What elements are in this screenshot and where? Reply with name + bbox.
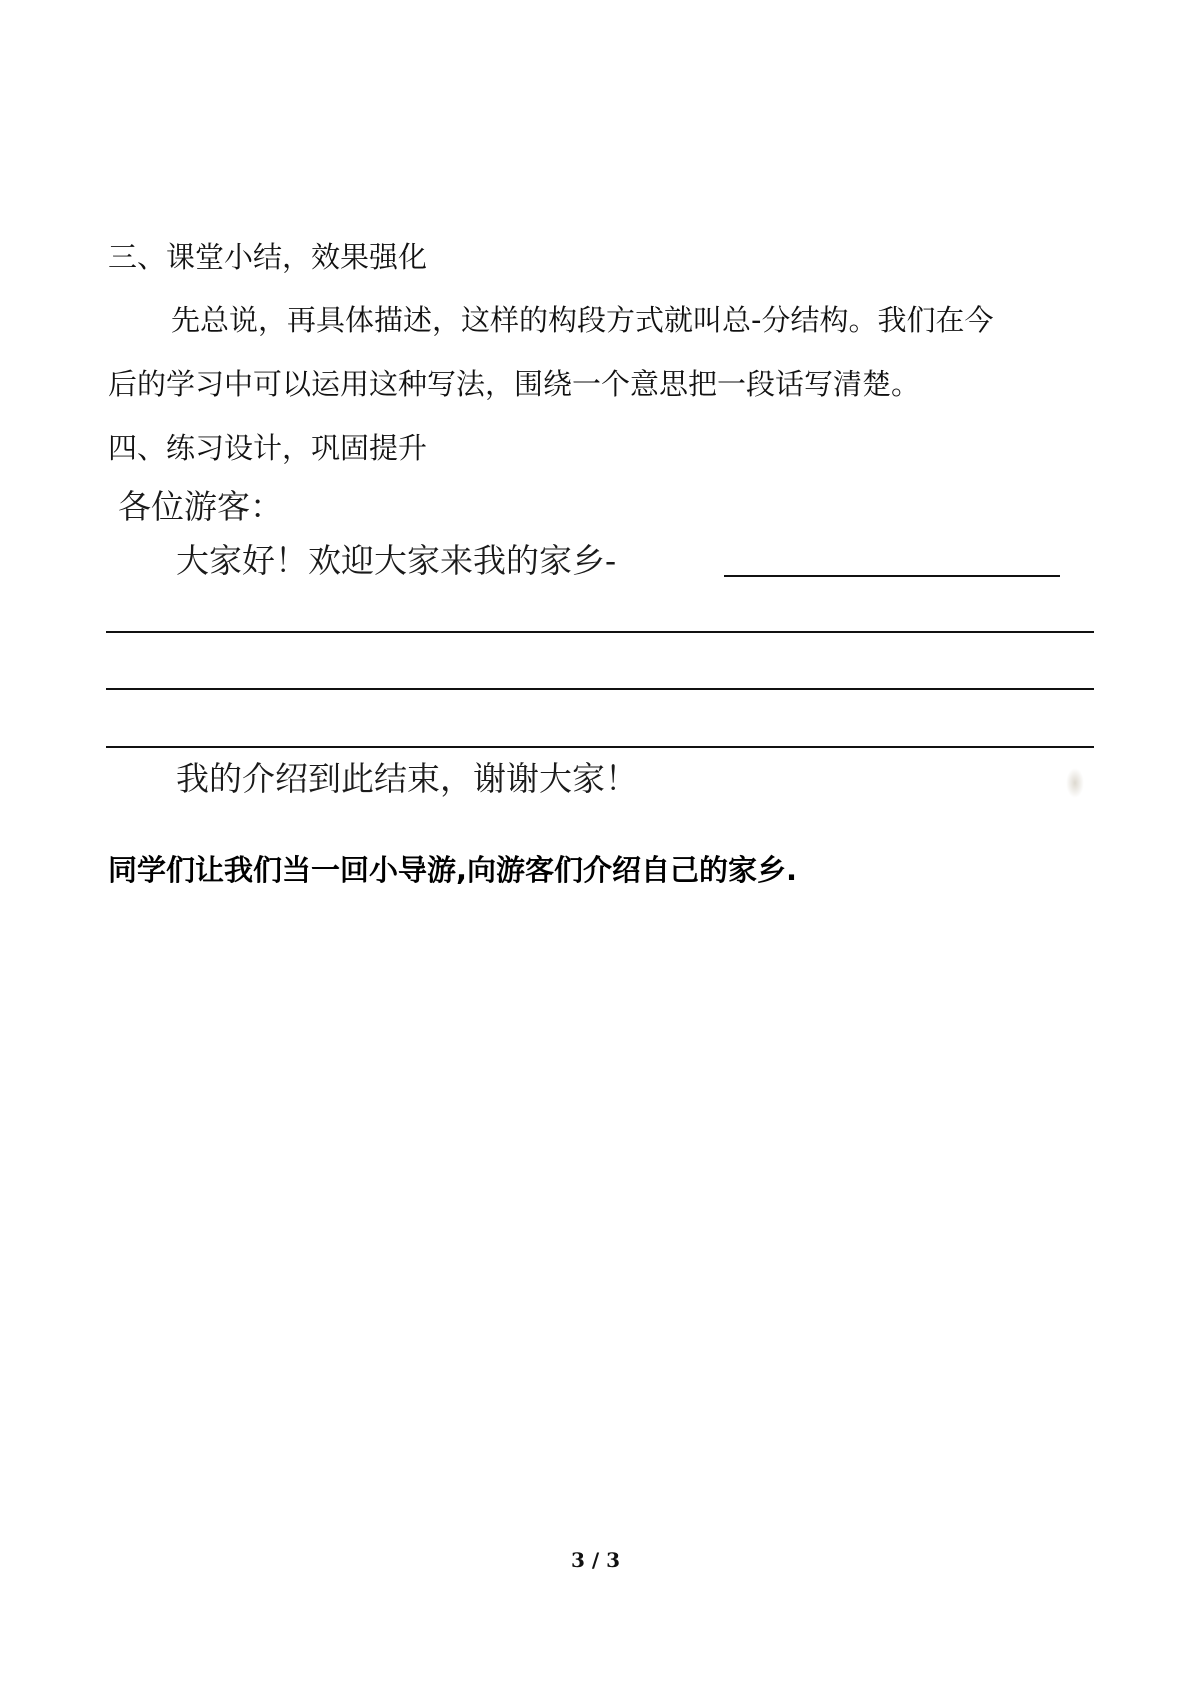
scan-smudge: [1066, 768, 1084, 798]
section4-heading: 四、练习设计，巩固提升: [108, 431, 428, 465]
exercise-welcome: 大家好！欢迎大家来我的家乡-: [176, 541, 617, 580]
writing-line-3[interactable]: [106, 746, 1094, 748]
summary-paragraph-line1: 先总说，再具体描述，这样的构段方式就叫总-分结构。我们在今: [171, 303, 994, 337]
writing-line-2[interactable]: [106, 688, 1094, 690]
exercise-worksheet: [106, 478, 1094, 804]
exercise-closing: 我的介绍到此结束，谢谢大家！: [176, 759, 638, 798]
writing-line-1[interactable]: [106, 631, 1094, 633]
section3-heading: 三、课堂小结，效果强化: [108, 240, 428, 274]
summary-paragraph-line2: 后的学习中可以运用这种写法，围绕一个意思把一段话写清楚。: [108, 367, 921, 401]
exercise-instruction: 同学们让我们当一回小导游,向游客们介绍自己的家乡.: [108, 853, 798, 887]
hometown-blank[interactable]: [724, 575, 1060, 577]
page-number: 3 / 3: [570, 1548, 621, 1572]
exercise-greeting: 各位游客：: [118, 487, 283, 526]
